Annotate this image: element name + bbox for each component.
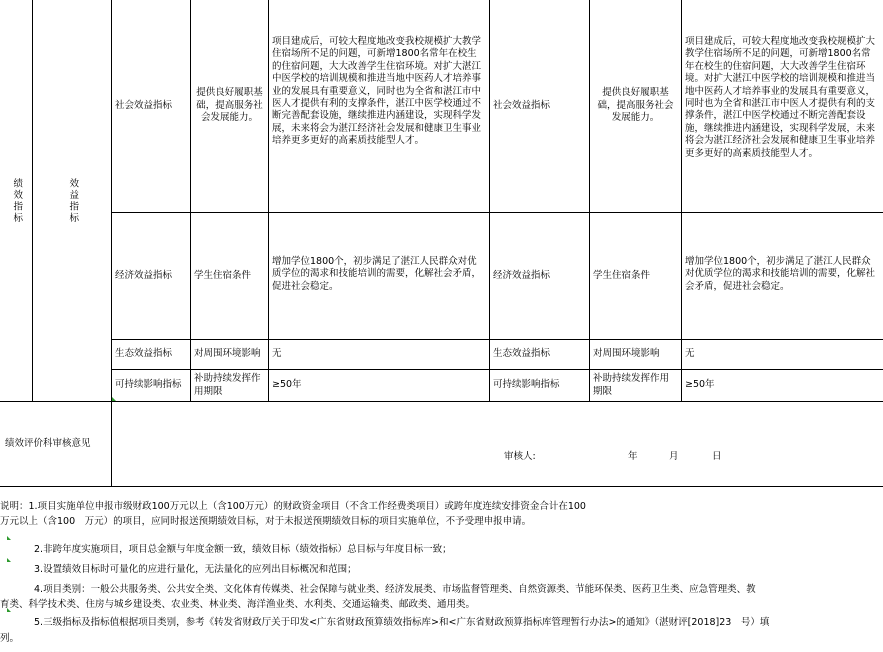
right-social-name: 社会效益指标 (493, 99, 551, 111)
left-social-detail: 项目建成后，可较大程度地改变我校规模扩大教学住宿场所不足的问题，可新增1800名常年在校生的住宿问题，大大改善学生住宿环境。对扩大湛江中医学校的培训规模和推进当地中医药人才培养事业的发展具有重要意义，同时也为全省和湛江市中医人才提供有利的支撑条件，湛江中医学校通过不断完善配套设施，继续推进内涵建设，实现科学发展，未来将会为湛江经济社会发展和健康卫生事业培养更多更好的高素质技能型人才。 (272, 36, 482, 147)
right-economic-name: 经济效益指标 (493, 269, 551, 281)
right-ecology-name-cell (490, 340, 590, 370)
right-ecology-detail: 无 (685, 348, 695, 360)
left-ecology-name-cell (112, 340, 191, 370)
left-ecology-desc-cell (191, 340, 269, 370)
left-sustain-detail-cell (269, 370, 490, 402)
left-economic-detail: 增加学位1800个，初步满足了湛江人民群众对优质学位的渴求和技能培训的需要，化解社会矛盾，促进社会稳定。 (272, 256, 482, 292)
left-ecology-name: 生态效益指标 (115, 348, 173, 360)
left-ecology-detail: 无 (272, 348, 282, 360)
right-sustain-detail: ≥50年 (685, 379, 715, 391)
left-social-desc-cell (191, 0, 269, 213)
right-sustain-name: 可持续影响指标 (493, 379, 560, 391)
left-social-desc: 提供良好履职基础，提高服务社会发展能力。 (196, 87, 263, 124)
left-sustain-detail: ≥50年 (272, 379, 302, 391)
right-economic-desc: 学生住宿条件 (593, 269, 651, 281)
green-marker-icon (7, 558, 11, 562)
left-economic-detail-cell (269, 213, 490, 340)
left-sustain-desc: 补助持续发挥作用期限 (194, 373, 261, 397)
left-economic-name-cell (112, 213, 191, 340)
right-economic-detail-cell (682, 213, 883, 340)
right-sustain-name-cell (490, 370, 590, 402)
green-marker-icon (7, 536, 11, 540)
benefit-indicator-label-cell (33, 0, 112, 402)
left-sustain-name-cell (112, 370, 191, 402)
review-label-cell (0, 402, 112, 487)
left-ecology-detail-cell (269, 340, 490, 370)
right-economic-name-cell (490, 213, 590, 340)
note-4a: 4.项目类别：一般公共服务类、公共安全类、文化体育传媒类、社会保障与就业类、经济发展类、市场监督管理类、自然资源类、节能环保类、医药卫生类、应急管理类、教 (34, 584, 756, 595)
note-5b: 列。 (0, 633, 20, 644)
right-sustain-desc-cell (590, 370, 682, 402)
right-ecology-detail-cell (682, 340, 883, 370)
note-4b: 育类、科学技术类、住房与城乡建设类、农业类、林业类、海洋渔业类、水利类、交通运输类、邮政类、通用类。 (0, 599, 476, 610)
left-economic-name: 经济效益指标 (115, 269, 173, 281)
day-label: 日 (712, 451, 722, 462)
review-label: 绩效评价科审核意见 (5, 437, 91, 449)
benefit-indicator-label: 效益指标 (67, 177, 79, 224)
right-sustain-desc: 补助持续发挥作用期限 (593, 373, 670, 397)
perf-indicator-label-cell (0, 0, 33, 402)
right-social-desc: 提供良好履职基础，提高服务社会发展能力。 (597, 87, 674, 124)
green-marker-icon (112, 397, 116, 401)
review-content-cell (112, 402, 883, 487)
right-ecology-desc-cell (590, 340, 682, 370)
note-2: 2.非跨年度实施项目，项目总金额与年度金额一致，绩效目标（绩效指标）总目标与年度目标一致； (34, 544, 452, 555)
month-label: 月 (669, 451, 679, 462)
left-sustain-desc-cell (191, 370, 269, 402)
perf-indicator-label: 绩效指标 (11, 177, 23, 224)
note-3: 3.设置绩效目标时可量化的应进行量化，无法量化的应列出目标概况和范围； (34, 564, 357, 575)
left-social-detail-cell (269, 0, 490, 213)
left-sustain-name: 可持续影响指标 (115, 379, 182, 391)
note-1b: 万元以上（含100 万元）的项目，应同时报送预期绩效目标，对于未报送预期绩效目标的项目实施单位，不予受理申报申请。 (0, 516, 532, 527)
year-label: 年 (628, 451, 638, 462)
green-marker-icon (7, 608, 11, 612)
right-ecology-desc: 对周围环境影响 (593, 348, 660, 360)
right-social-name-cell (490, 0, 590, 213)
left-social-name-cell (112, 0, 191, 213)
right-ecology-name: 生态效益指标 (493, 348, 551, 360)
right-social-detail-cell (682, 0, 883, 213)
left-ecology-desc: 对周围环境影响 (194, 348, 261, 360)
right-sustain-detail-cell (682, 370, 883, 402)
right-social-detail: 项目建成后，可较大程度地改变我校规模扩大教学住宿场所不足的问题，可新增1800名常年在校生的住宿问题，大大改善学生住宿环境。对扩大湛江中医学校的培训规模和推进当地中医药人才培养事业的发展具有重要意义，同时也为全省和湛江市中医人才提供有利的支撑条件，湛江中医学校通过不断完善配套设施，继续推进内涵建设，实现科学发展，未来将会为湛江经济社会发展和健康卫生事业培养更多更好的高素质技能型人才。 (685, 36, 876, 159)
reviewer-label: 审核人: (504, 451, 536, 462)
note-5a: 5.三级指标及指标值根据项目类别，参考《转发省财政厅关于印发<广东省财政预算绩效指标库>和<广东省财政预算指标库管理暂行办法>的通知》（湛财评[2018]23 号）填 (34, 617, 770, 628)
note-1a: 说明：1.项目实施单位申报市级财政100万元以上（含100万元）的财政资金项目（不含工作经费类项目）或跨年度连续安排资金合计在100 (0, 501, 586, 512)
left-economic-desc: 学生住宿条件 (194, 269, 252, 281)
right-economic-detail: 增加学位1800个，初步满足了湛江人民群众对优质学位的渴求和技能培训的需要，化解社会矛盾，促进社会稳定。 (685, 256, 876, 292)
left-economic-desc-cell (191, 213, 269, 340)
right-economic-desc-cell (590, 213, 682, 340)
left-social-name: 社会效益指标 (115, 99, 173, 111)
right-social-desc-cell (590, 0, 682, 213)
